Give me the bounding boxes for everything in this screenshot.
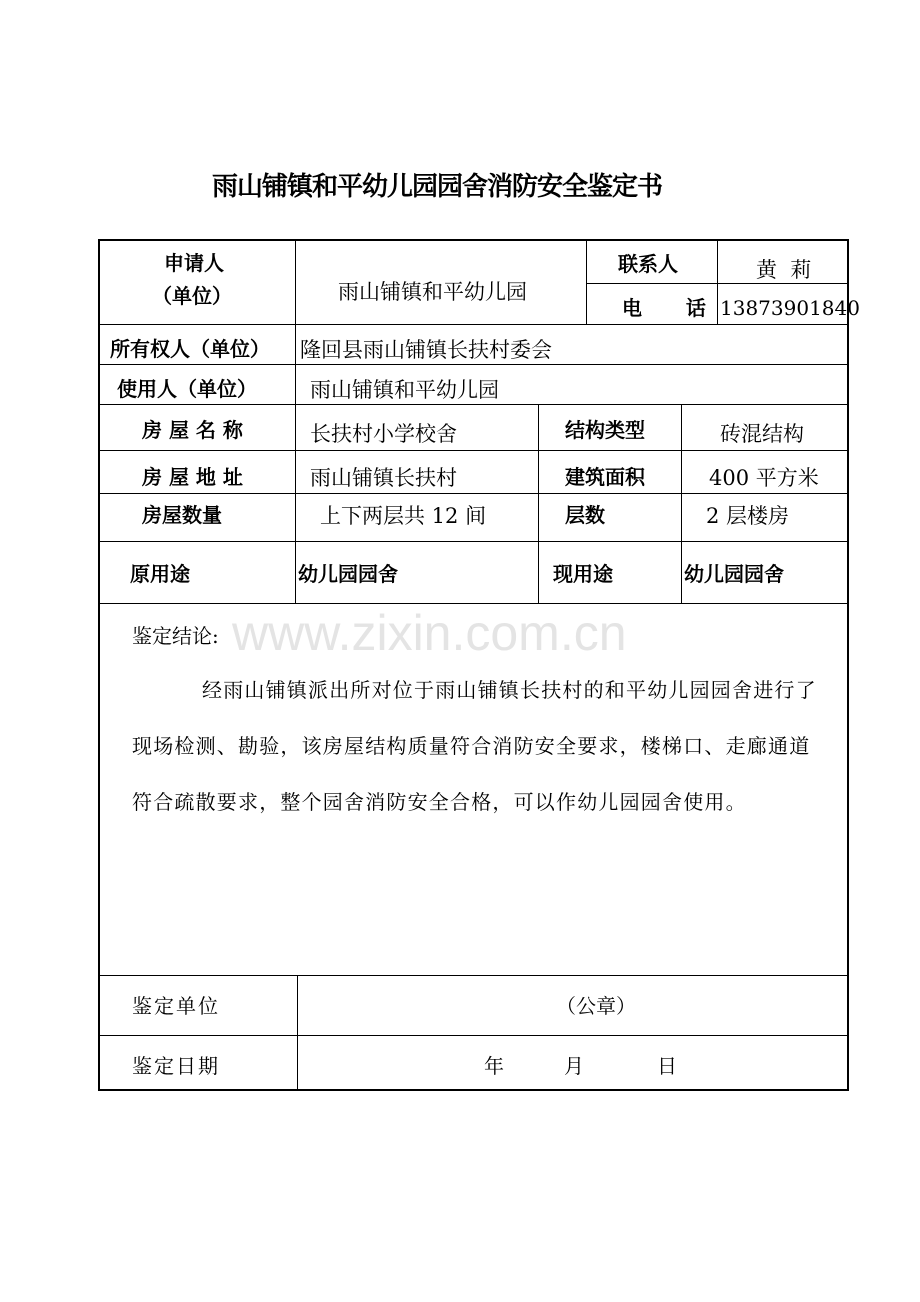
watermark: www.zixin.com.cn [232,605,627,661]
col-divider [681,404,682,603]
owner-label: 所有权人（单位） [110,337,270,361]
address-label: 房 屋 地 址 [142,465,243,489]
structure-value: 砖混结构 [720,422,804,446]
floors-label: 层数 [565,503,605,527]
house-name-value: 长扶村小学校舍 [310,422,457,446]
col-divider [295,324,296,404]
conclusion-label: 鉴定结论: [132,624,219,648]
original-use-label: 原用途 [130,562,190,586]
applicant-value: 雨山铺镇和平幼儿园 [338,280,527,304]
quantity-label: 房屋数量 [142,503,222,527]
col-divider [297,975,298,1091]
unit-label: 鉴定单位 [132,994,220,1018]
col-divider [717,239,718,324]
row-divider [98,404,849,405]
conclusion-text [132,662,822,830]
row-divider [98,450,849,451]
phone-label: 电 话 [622,296,716,320]
area-label: 建筑面积 [565,465,645,489]
house-name-label: 房 屋 名 称 [142,418,243,442]
original-use-value: 幼儿园园舍 [298,562,398,586]
applicant-label-unit: （单位） [152,284,232,308]
date-day: 日 [657,1054,677,1078]
conclusion-paragraph: 经雨山铺镇派出所对位于雨山铺镇长扶村的和平幼儿园园舍进行了现场检测、勘验，该房屋结构质量符合消防安全要求，楼梯口、走廊通道符合疏散要求，整个园舍消防安全合格，可以作幼儿园园舍使用。 [132,678,817,814]
row-divider [98,493,849,494]
user-label: 使用人（单位） [117,377,257,401]
row-divider [98,975,849,976]
row-divider [98,541,849,542]
col-divider [586,239,587,324]
col-divider [295,239,296,324]
contact-value: 黄 莉 [756,258,812,282]
col-divider [538,404,539,603]
user-value: 雨山铺镇和平幼儿园 [310,378,499,402]
row-divider [98,324,849,325]
seal-placeholder: （公章） [556,994,636,1018]
address-value: 雨山铺镇长扶村 [310,466,457,490]
document-title: 雨山铺镇和平幼儿园园舍消防安全鉴定书 [212,172,663,202]
row-divider [98,364,849,365]
floors-value: 2 层楼房 [706,504,790,528]
row-divider [98,1035,849,1036]
date-month: 月 [564,1054,584,1078]
current-use-label: 现用途 [553,562,613,586]
area-value: 400 平方米 [709,466,819,490]
date-label: 鉴定日期 [132,1054,220,1078]
col-divider [295,404,296,603]
date-year: 年 [484,1054,504,1078]
current-use-value: 幼儿园园舍 [684,562,784,586]
owner-value: 隆回县雨山铺镇长扶村委会 [300,338,552,362]
phone-value: 13873901840 [720,296,860,320]
quantity-value: 上下两层共 12 间 [320,504,487,528]
structure-label: 结构类型 [565,418,645,442]
applicant-label: 申请人 [164,251,224,275]
contact-label: 联系人 [618,252,678,276]
